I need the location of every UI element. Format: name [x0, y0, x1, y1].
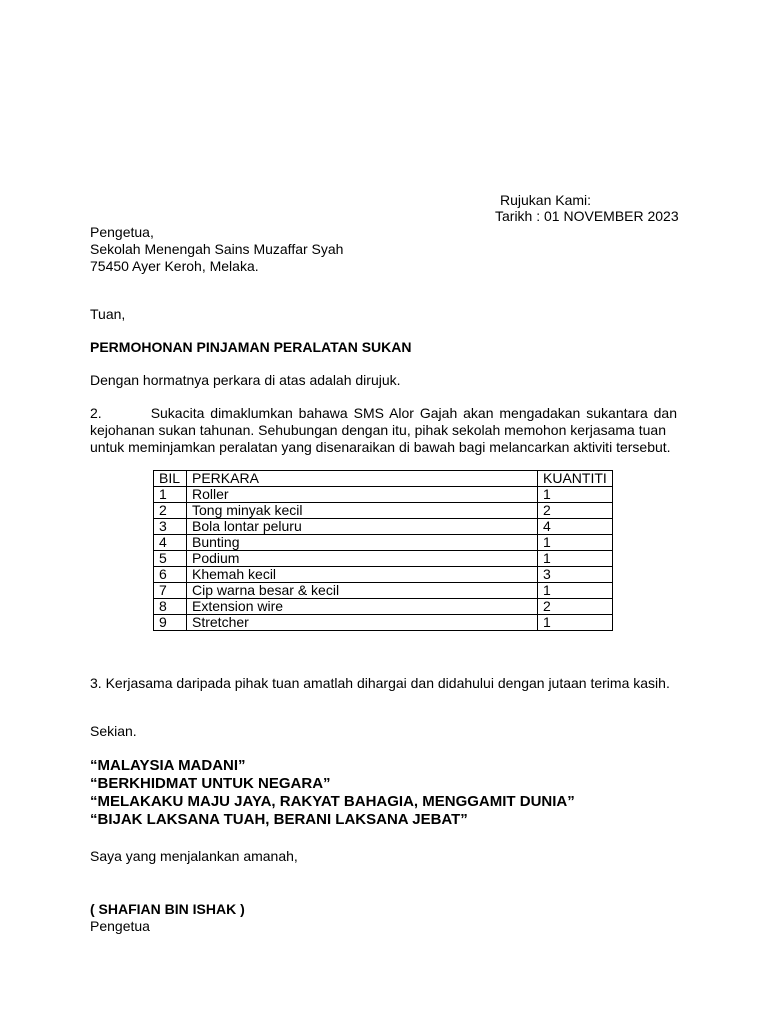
header-bil: BIL: [154, 471, 187, 487]
letter-subject: PERMOHONAN PINJAMAN PERALATAN SUKAN: [90, 339, 412, 355]
cell-perkara: Extension wire: [187, 599, 538, 615]
cell-perkara: Cip warna besar & kecil: [187, 583, 538, 599]
salutation: Tuan,: [90, 306, 126, 322]
cell-perkara: Khemah kecil: [187, 567, 538, 583]
cell-kuantiti: 2: [538, 503, 613, 519]
cell-kuantiti: 3: [538, 567, 613, 583]
cell-kuantiti: 4: [538, 519, 613, 535]
table-header-row: [154, 471, 613, 487]
header-kuantiti: KUANTITI: [538, 471, 613, 487]
table-row: [154, 519, 613, 535]
table-row: [154, 599, 613, 615]
paragraph-3: 3. Kerjasama daripada pihak tuan amatlah dihargai dan didahului dengan jutaan terima kasih.: [90, 675, 670, 691]
amanah-line: Saya yang menjalankan amanah,: [90, 848, 298, 864]
cell-perkara: Tong minyak kecil: [187, 503, 538, 519]
motto-1: “MALAYSIA MADANI”: [90, 757, 246, 774]
cell-bil: 4: [154, 535, 187, 551]
cell-bil: 8: [154, 599, 187, 615]
cell-perkara: Bola lontar peluru: [187, 519, 538, 535]
table-row: [154, 487, 613, 503]
cell-perkara: Stretcher: [187, 615, 538, 631]
reference-label: Rujukan Kami:: [500, 192, 592, 208]
signatory-name: ( SHAFIAN BIN ISHAK ): [90, 901, 245, 917]
closing: Sekian.: [90, 723, 137, 739]
table-row: [154, 583, 613, 599]
table-row: [154, 503, 613, 519]
cell-kuantiti: 1: [538, 535, 613, 551]
motto-2: “BERKHIDMAT UNTUK NEGARA”: [90, 775, 331, 792]
table-row: [154, 567, 613, 583]
motto-4: “BIJAK LAKSANA TUAH, BERANI LAKSANA JEBAT”: [90, 811, 468, 828]
cell-kuantiti: 1: [538, 487, 613, 503]
cell-kuantiti: 2: [538, 599, 613, 615]
cell-bil: 5: [154, 551, 187, 567]
cell-kuantiti: 1: [538, 583, 613, 599]
table-row: [154, 615, 613, 631]
cell-bil: 2: [154, 503, 187, 519]
header-perkara: PERKARA: [187, 471, 538, 487]
cell-bil: 6: [154, 567, 187, 583]
cell-kuantiti: 1: [538, 615, 613, 631]
signatory-position: Pengetua: [90, 918, 150, 934]
cell-bil: 7: [154, 583, 187, 599]
equipment-table: [153, 470, 613, 631]
paragraph-2: [90, 405, 677, 456]
table-row: [154, 535, 613, 551]
paragraph-2-last-line: untuk meminjamkan peralatan yang disenaraikan di bawah bagi melancarkan aktiviti tersebut.: [90, 439, 671, 455]
cell-perkara: Roller: [187, 487, 538, 503]
cell-kuantiti: 1: [538, 551, 613, 567]
cell-bil: 3: [154, 519, 187, 535]
recipient-title: Pengetua,: [90, 224, 154, 240]
paragraph-1: Dengan hormatnya perkara di atas adalah dirujuk.: [90, 372, 401, 388]
recipient-school: Sekolah Menengah Sains Muzaffar Syah: [90, 241, 344, 257]
motto-3: “MELAKAKU MAJU JAYA, RAKYAT BAHAGIA, MENGGAMIT DUNIA”: [90, 793, 575, 810]
table-row: [154, 551, 613, 567]
date-line: Tarikh : 01 NOVEMBER 2023: [495, 208, 679, 224]
cell-perkara: Bunting: [187, 535, 538, 551]
mottos-block: [90, 757, 575, 829]
paragraph-2-number: 2.: [90, 405, 102, 421]
paragraph-2-text: Sukacita dimaklumkan bahawa SMS Alor Gajah akan mengadakan sukantara dan kejohanan sukan tahunan. Sehubungan dengan itu, pihak sekolah memohon kerjasama tuan: [90, 405, 677, 438]
cell-perkara: Podium: [187, 551, 538, 567]
cell-bil: 9: [154, 615, 187, 631]
recipient-location: 75450 Ayer Keroh, Melaka.: [90, 258, 259, 274]
cell-bil: 1: [154, 487, 187, 503]
